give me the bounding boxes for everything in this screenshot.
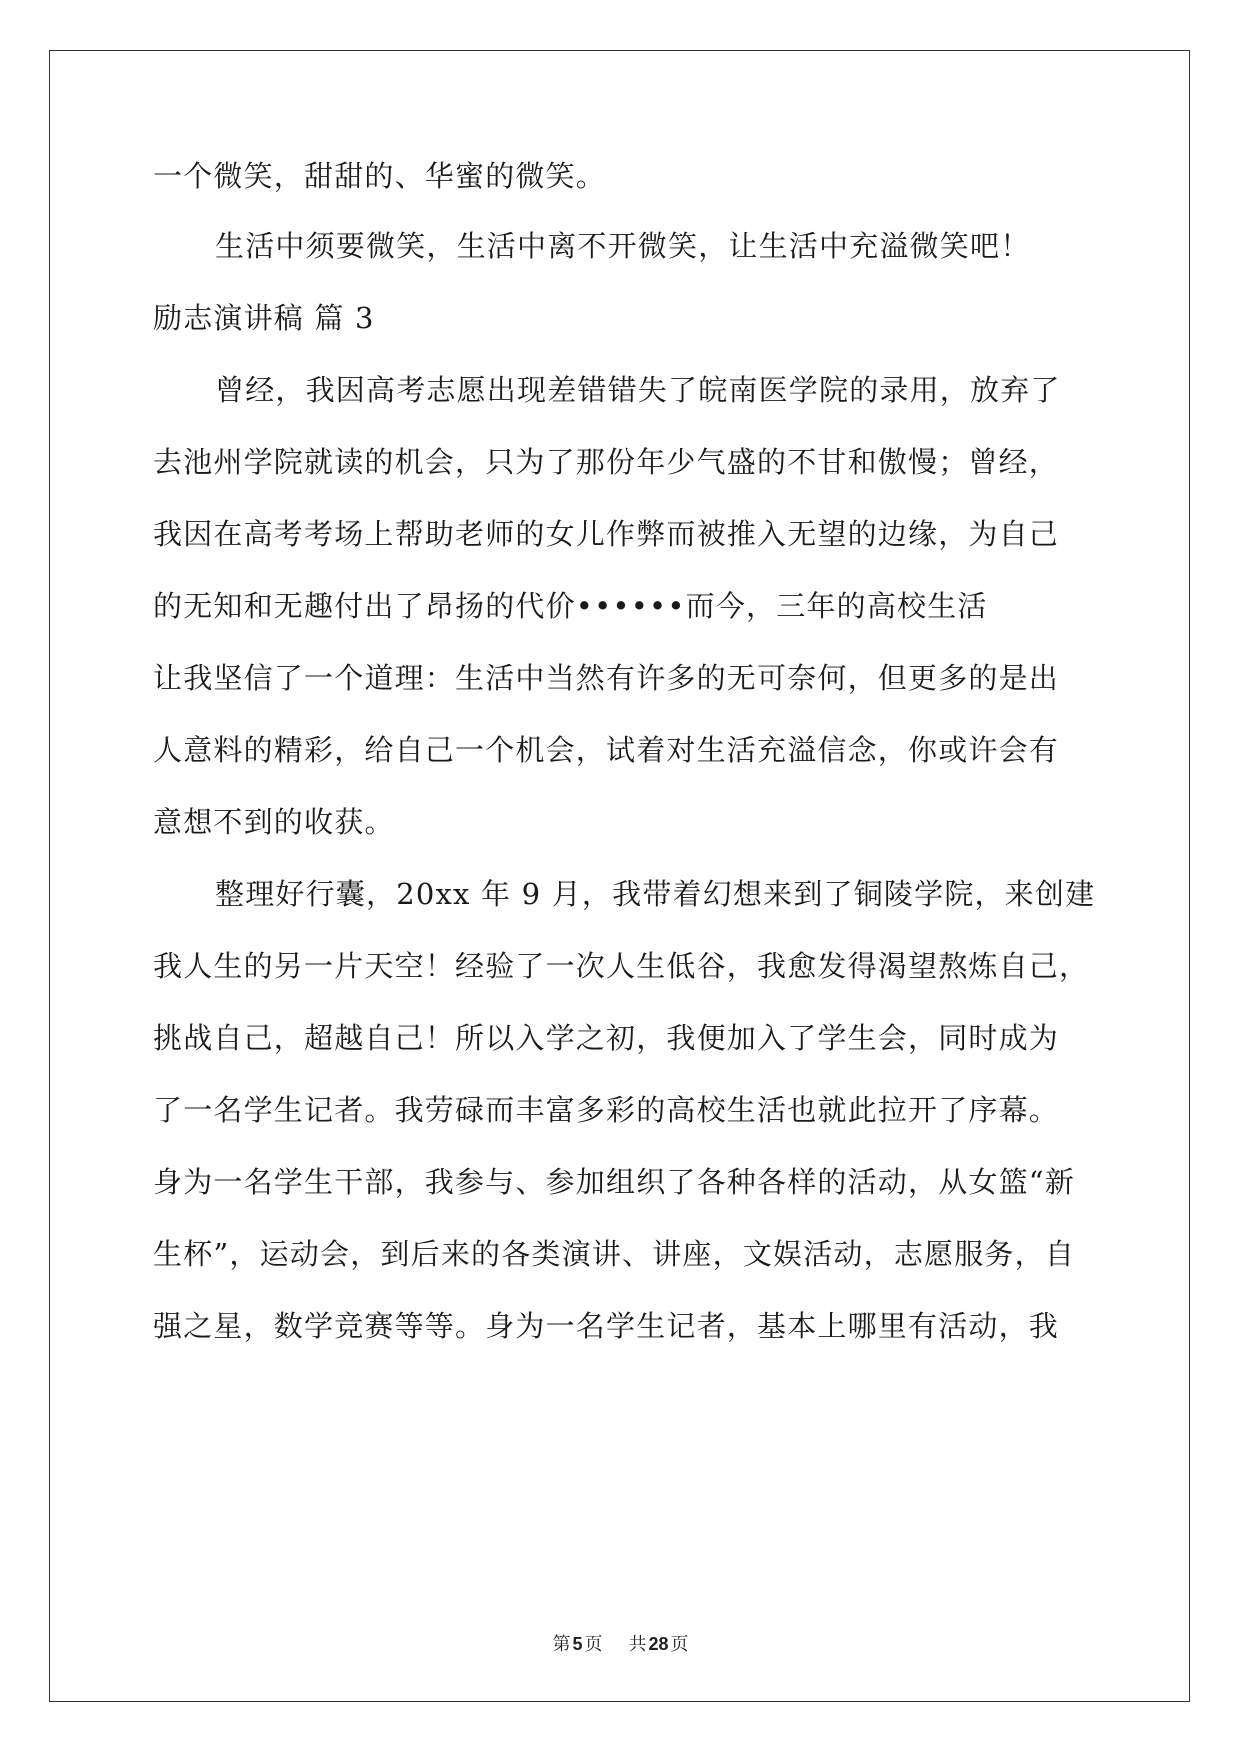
- text-line: 让我坚信了一个道理：生活中当然有许多的无可奈何，但更多的是出: [153, 661, 1060, 695]
- text-line: 人意料的精彩，给自己一个机会，试着对生活充溢信念，你或许会有: [153, 733, 1060, 767]
- text-line: 的无知和无趣付出了昂扬的代价••••••而今，三年的高校生活: [153, 589, 988, 623]
- text-line: 挑战自己，超越自己！所以入学之初，我便加入了学生会，同时成为: [153, 1021, 1060, 1055]
- text-line: 生杯”，运动会，到后来的各类演讲、讲座，文娱活动，志愿服务，自: [153, 1237, 1076, 1271]
- page-footer: [0, 1632, 1241, 1657]
- page-suffix: 页: [584, 1634, 603, 1655]
- text-line: 意想不到的收获。: [153, 805, 395, 839]
- text-line: 去池州学院就读的机会，只为了那份年少气盛的不甘和傲慢；曾经，: [153, 445, 1060, 479]
- text-line: 我人生的另一片天空！经验了一次人生低谷，我愈发得渴望熬炼自己，: [153, 949, 1090, 983]
- page-number-current: 5: [572, 1634, 583, 1654]
- text-line: 身为一名学生干部，我参与、参加组织了各种各样的活动，从女篮“新: [153, 1165, 1076, 1199]
- section-heading: 励志演讲稿 篇 3: [153, 301, 375, 335]
- text-line: 曾经，我因高考志愿出现差错错失了皖南医学院的录用，放弃了: [215, 373, 1061, 407]
- page-number-total: 28: [648, 1634, 669, 1654]
- total-suffix: 页: [670, 1634, 689, 1655]
- text-line: 一个微笑，甜甜的、华蜜的微笑。: [153, 159, 607, 193]
- text-line: 整理好行囊，20xx 年 9 月，我带着幻想来到了铜陵学院，来创建: [215, 877, 1096, 911]
- text-line: 我因在高考考场上帮助老师的女儿作弊而被推入无望的边缘，为自己: [153, 517, 1060, 551]
- text-line: 了一名学生记者。我劳碌而丰富多彩的高校生活也就此拉开了序幕。: [153, 1093, 1060, 1127]
- total-prefix: 共: [628, 1634, 647, 1655]
- text-line: 强之星，数学竞赛等等。身为一名学生记者，基本上哪里有活动，我: [153, 1309, 1060, 1343]
- text-line: 生活中须要微笑，生活中离不开微笑，让生活中充溢微笑吧！: [215, 229, 1031, 263]
- page-prefix: 第: [552, 1634, 571, 1655]
